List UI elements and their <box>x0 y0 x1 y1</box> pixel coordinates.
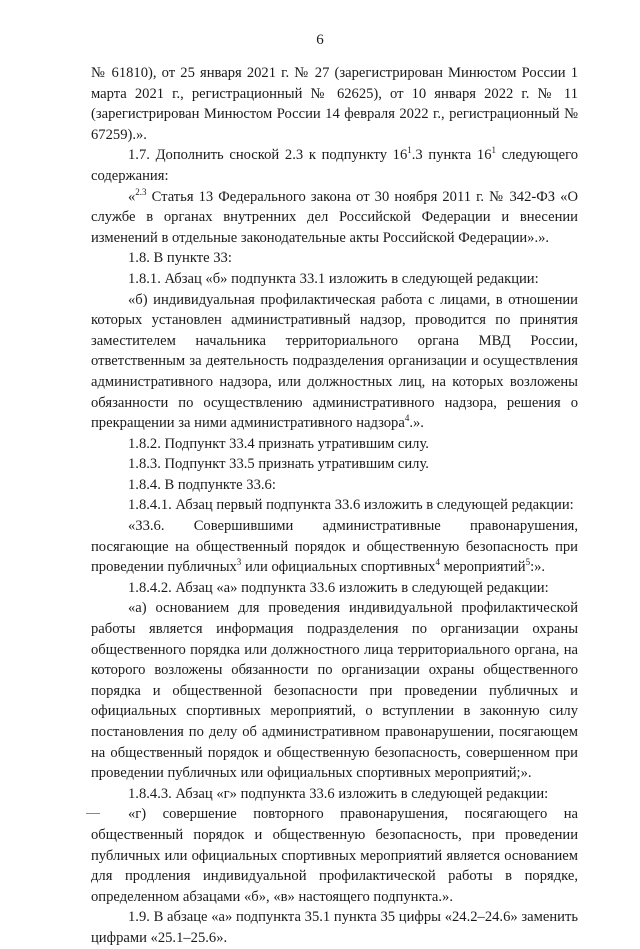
text-span: .». <box>409 415 424 432</box>
paragraph-1-8: 1.8. В пункте 33: <box>128 250 232 267</box>
superscript: 4 <box>435 557 440 568</box>
paragraph-1-9: 1.9. В абзаце «а» подпункта 35.1 пункта 35 цифры «24.2–24.6» заменить цифрами «25.1–25.6». <box>91 909 578 946</box>
paragraph-quote-33-6 <box>91 516 578 578</box>
superscript: 2.3 <box>135 186 147 197</box>
superscript: 5 <box>525 557 531 568</box>
document-body <box>91 63 578 949</box>
paragraph-quote-b <box>91 290 578 434</box>
text-span: или официальных спортивных <box>241 559 436 576</box>
superscript: 4 <box>404 413 410 424</box>
text-span: «б) индивидуальная профилактическая работа с лицами, в отношении которых установлен административный надзор, проводится по принятия заместителем начальника территориального органа МВД России, ответственным за деятельность подразделения организации и осуществления административного надзора, или должностных лиц, на которых возложены обязанности по осуществлению административного надзора, решения о прекращении за ними административного надзора <box>91 291 578 432</box>
superscript: 1 <box>491 145 497 156</box>
paragraph-1-8-4-3: 1.8.4.3. Абзац «г» подпункта 33.6 изложить в следующей редакции: <box>128 785 549 802</box>
paragraph-quote-a: «а) основанием для проведения индивидуальной профилактической работы является информация подразделения по организации охраны общественного порядка или должностного лица территориального органа, на которого возложены обязанности по организации охраны общественного порядка и общественной безопасности при проведении публичных и официальных спортивных мероприятий, о вступлении в законную силу постановления по делу об административном правонарушении, посягающем на общественный порядок и общественную безопасность, совершенном при проведении публичных или официальных спортивных мероприятий;». <box>91 600 578 782</box>
text-span: следующего содержания: <box>91 147 578 184</box>
page-number: 6 <box>316 32 324 48</box>
text-span: Статья 13 Федерального закона от 30 ноября 2011 г. № 342-ФЗ «О службе в органах внутренних дел Российской Федерации и внесении изменений в отдельные законодательные акты Российской Федерации».». <box>91 188 578 246</box>
paragraph-1-8-4-1: 1.8.4.1. Абзац первый подпункта 33.6 изложить в следующей редакции: <box>128 497 574 514</box>
text-span: 1.7. Дополнить сноской 2.3 к подпункту 16 <box>128 147 408 164</box>
paragraph-registration-tail: № 61810), от 25 января 2021 г. № 27 (зарегистрирован Минюстом России 1 марта 2021 г., регистрационный № 62625), от 10 января 2022 г. № 11 (зарегистрирован Минюстом России 14 февраля 2022 г., регистрационный № 67259).». <box>91 65 578 143</box>
superscript: 1 <box>407 145 412 156</box>
paragraph-1-8-4: 1.8.4. В подпункте 33.6: <box>128 476 276 493</box>
text-span: мероприятий <box>439 559 526 576</box>
text-span: « <box>128 188 136 205</box>
paragraph-1-8-1: 1.8.1. Абзац «б» подпункта 33.1 изложить в следующей редакции: <box>128 270 539 287</box>
text-span: :». <box>530 559 546 576</box>
paragraph-1-8-2: 1.8.2. Подпункт 33.4 признать утратившим силу. <box>128 435 429 452</box>
text-span: «33.6. Совершившими административные правонарушения, посягающие на общественный порядок и общественную безопасность при проведении публичных <box>91 518 578 576</box>
paragraph-1-7 <box>91 145 578 186</box>
margin-pen-mark <box>86 813 100 814</box>
paragraph-1-8-4-2: 1.8.4.2. Абзац «а» подпункта 33.6 изложить в следующей редакции: <box>128 579 549 596</box>
paragraph-1-8-3: 1.8.3. Подпункт 33.5 признать утратившим силу. <box>128 456 429 473</box>
paragraph-footnote-2-3 <box>91 187 578 249</box>
superscript: 3 <box>236 557 242 568</box>
paragraph-quote-g: «г) совершение повторного правонарушения, посягающего на общественный порядок и общественную безопасность, при проведении публичных или официальных спортивных мероприятий является основанием для продления индивидуальной профилактической работы в порядке, определенном абзацами «б», «в» настоящего подпункта.». <box>91 806 578 905</box>
text-span: .3 пункта 16 <box>411 147 492 164</box>
